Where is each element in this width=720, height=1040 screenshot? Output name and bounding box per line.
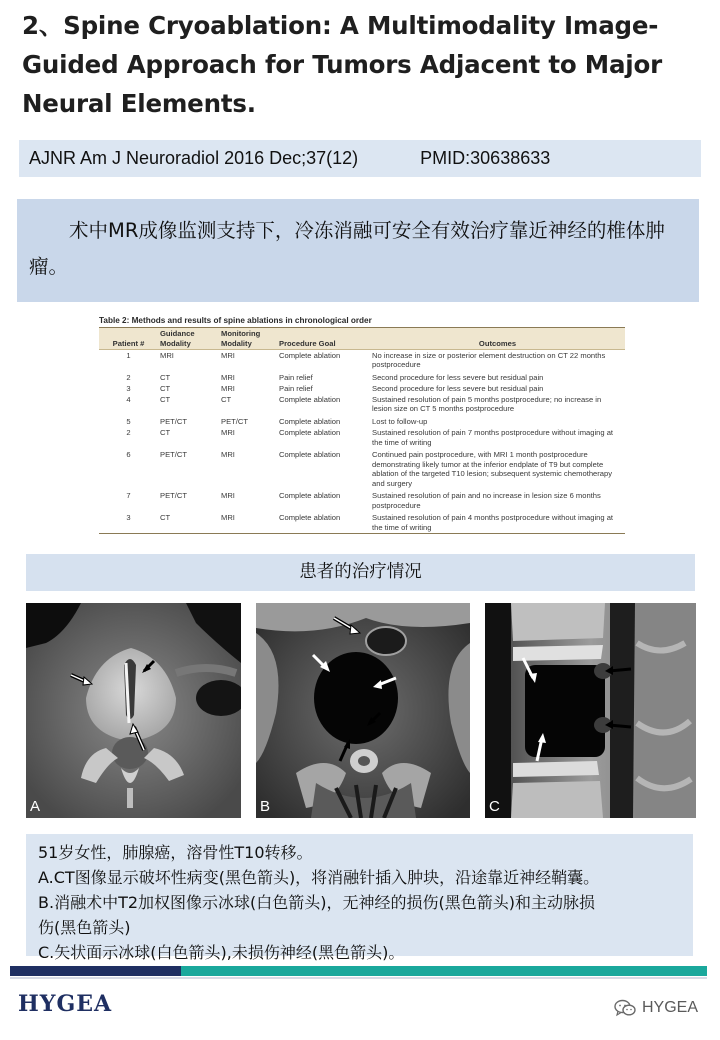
table-row (99, 489, 625, 511)
pmid: PMID:30638633 (420, 148, 551, 168)
page-title: 2、Spine Cryoablation: A Multimodality Image-Guided Approach for Tumors Adjacent to Major Neural Elements. (22, 11, 663, 118)
table-cell: Second procedure for less severe but residual pain (372, 372, 544, 382)
col-header-monitoring: Monitoring Modality (219, 328, 277, 350)
hygea-logo: HYGEA (18, 991, 113, 1017)
journal-citation: AJNR Am J Neuroradiol 2016 Dec;37(12) (29, 148, 359, 168)
wechat-watermark (614, 999, 698, 1017)
table-cell: PET/CT (160, 416, 188, 426)
mri-sagittal-image (485, 603, 696, 818)
table-cell: 2 (126, 372, 131, 382)
table-cell: Complete ablation (279, 491, 341, 501)
wechat-icon (614, 999, 636, 1017)
col-header-guidance: Guidance Modality (158, 328, 219, 350)
mri-axial-drawing (256, 603, 470, 818)
ct-axial-image (26, 603, 241, 818)
table-cell: Sustained resolution of pain 5 months postprocedure; no increase in lesion size on CT 5 months postprocedure (372, 394, 602, 414)
table-cell: Complete ablation (279, 350, 341, 360)
table-cell: Pain relief (279, 383, 313, 393)
panel-letter-c: C (489, 798, 500, 815)
reference-bar (19, 140, 701, 177)
mri-sagittal-drawing (485, 603, 696, 818)
table-cell: 7 (126, 491, 131, 501)
table-cell: Complete ablation (279, 428, 341, 438)
table-cell: PET/CT (160, 491, 188, 501)
col-header-goal: Procedure Goal (277, 328, 370, 350)
table-cell: Complete ablation (279, 513, 341, 522)
table-cell: MRI (221, 383, 235, 393)
results-table (99, 327, 625, 534)
caption-line: C.矢状面示冰球(白色箭头),未损伤神经(黑色箭头)。 (38, 943, 405, 962)
table-cell: MRI (221, 450, 235, 460)
footer-bar-teal (181, 966, 707, 976)
table-cell: Pain relief (279, 372, 313, 382)
table-row (99, 415, 625, 427)
table-cell: Lost to follow-up (372, 416, 428, 426)
footer-rule (10, 977, 707, 979)
caption-line: 51岁女性，肺腺癌，溶骨性T10转移。 (38, 843, 313, 862)
section-label: 患者的治疗情况 (26, 554, 695, 591)
summary-box: 术中MR成像监测支持下，冷冻消融可安全有效治疗靠近神经的椎体肿瘤。 (17, 199, 699, 302)
table-cell: 3 (126, 383, 131, 393)
table-cell: 1 (126, 350, 131, 360)
table-row (99, 448, 625, 489)
figure-caption (26, 834, 693, 962)
table-row (99, 394, 625, 415)
caption-line: B.消融术中T2加权图像示冰球(白色箭头)，无神经的损伤(黑色箭头)和主动脉损 (38, 893, 595, 912)
table-cell: MRI (221, 428, 235, 438)
table-row (99, 427, 625, 448)
table-cell: No increase in size or posterior element destruction on CT 22 months postprocedure (372, 350, 606, 370)
table-cell: CT (160, 394, 171, 404)
table-cell: Sustained resolution of pain and no increase in lesion size 6 months postprocedure (372, 491, 601, 510)
table-caption: Table 2: Methods and results of spine ablations in chronological order (99, 316, 372, 325)
table-cell: 4 (126, 394, 131, 404)
panel-letter-b: B (260, 798, 271, 815)
table-row (99, 350, 625, 371)
table-cell: MRI (221, 372, 235, 382)
table-cell: Complete ablation (279, 450, 341, 460)
table-cell: MRI (221, 350, 235, 360)
results-table-figure (99, 315, 625, 545)
table-cell: Complete ablation (279, 416, 341, 426)
table-cell: CT (160, 372, 171, 382)
col-header-outcomes: Outcomes (370, 328, 625, 350)
ct-axial-drawing (26, 603, 241, 818)
table-cell: MRI (160, 350, 174, 360)
watermark-text: HYGEA (641, 999, 698, 1016)
table-cell: CT (221, 394, 232, 404)
table-cell: Complete ablation (279, 394, 341, 404)
table-cell: Second procedure for less severe but residual pain (372, 383, 544, 393)
col-header-patient: Patient # (99, 328, 158, 350)
table-cell: Continued pain postprocedure, with MRI 1 month postprocedure demonstrating likely tumor at the inferior endplate of T9 but complete ablation of the targeted T10 lesion; subsequent systemic chemotherapy and surgery (372, 450, 613, 488)
table-cell: 5 (126, 416, 131, 426)
table-row (99, 371, 625, 383)
table-cell: CT (160, 383, 171, 393)
table-cell: PET/CT (160, 450, 188, 460)
caption-line: 伤(黑色箭头) (38, 918, 131, 937)
table-header-row (99, 328, 625, 350)
panel-letter-a: A (30, 798, 41, 815)
table-cell: CT (160, 428, 171, 438)
footer-bar-navy (10, 966, 181, 976)
mri-axial-image (256, 603, 470, 818)
table-cell: 2 (126, 428, 131, 438)
caption-line: A.CT图像显示破坏性病变(黑色箭头)，将消融针插入肿块，沿途靠近神经鞘囊。 (38, 868, 600, 887)
table-cell: Sustained resolution of pain 7 months postprocedure without imaging at the time of writing (372, 428, 614, 447)
table-row (99, 511, 625, 533)
table-cell: PET/CT (221, 416, 249, 426)
table-cell: MRI (221, 513, 235, 522)
table-cell: Sustained resolution of pain 4 months postprocedure without imaging at the time of writing (372, 513, 614, 532)
table-cell: 6 (126, 450, 131, 460)
table-cell: CT (160, 513, 171, 522)
table-row (99, 383, 625, 394)
table-cell: 3 (126, 513, 131, 522)
table-cell: MRI (221, 491, 235, 501)
